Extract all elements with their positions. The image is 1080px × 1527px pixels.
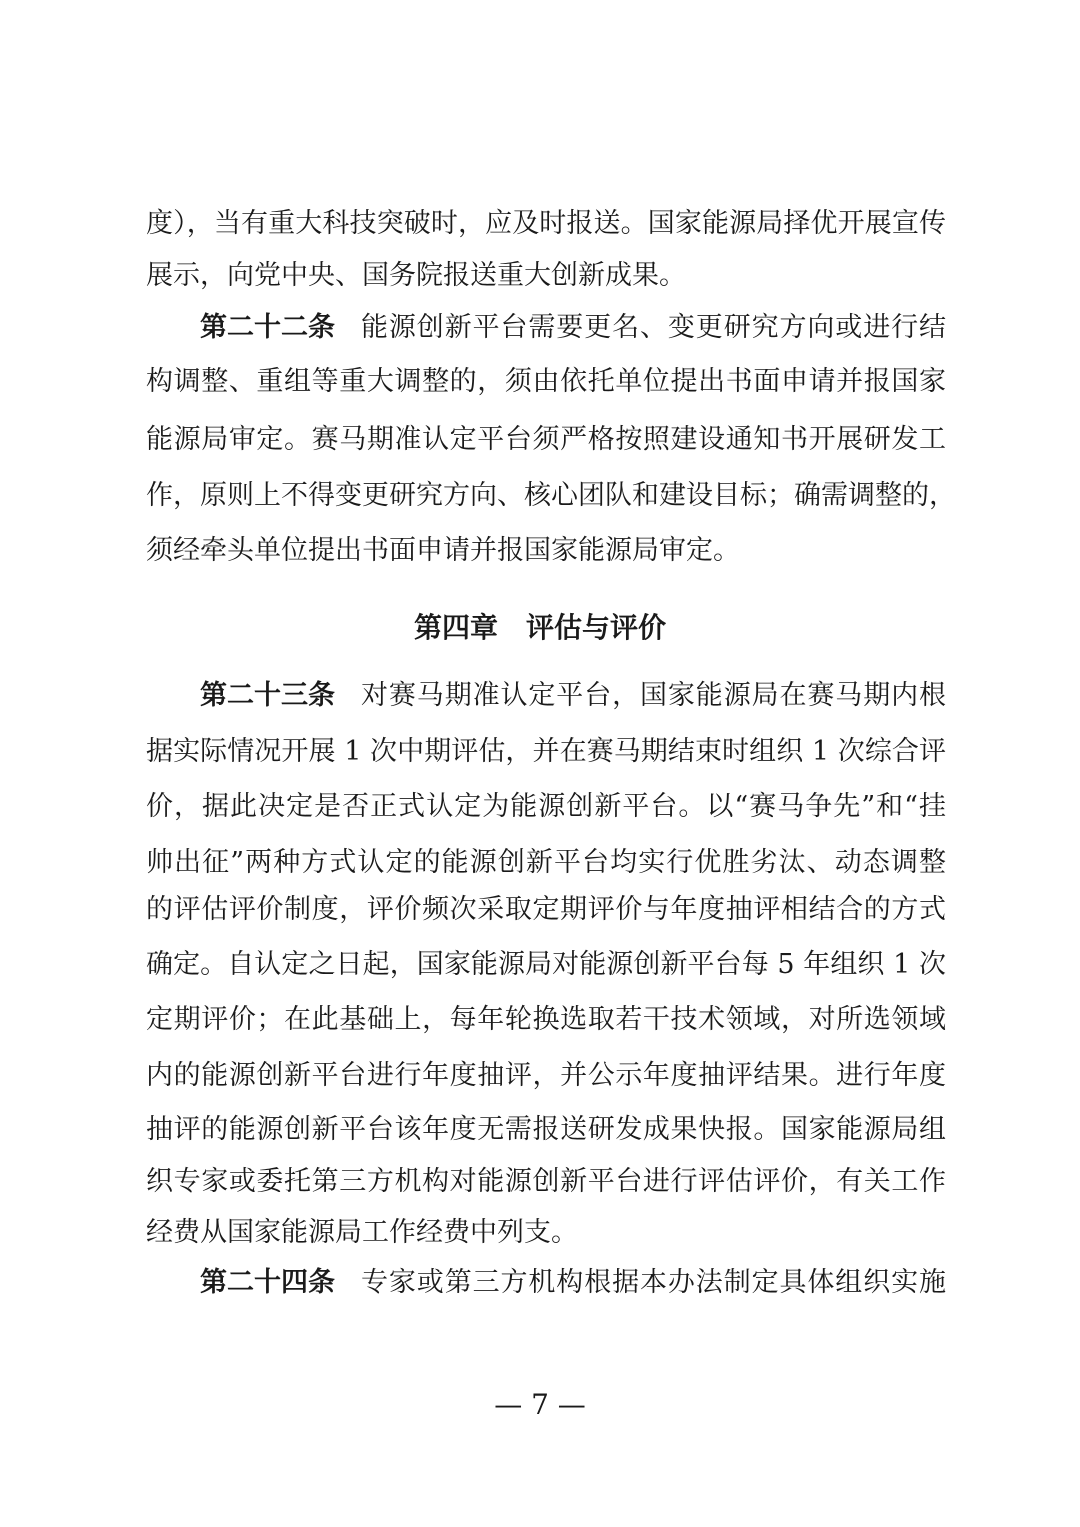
- article-23-label: 第二十三条: [200, 680, 335, 711]
- paragraph-line: 展示，向党中央、国务院报送重大创新成果。: [146, 260, 686, 291]
- article-24-text: 专家或第三方机构根据本办法制定具体组织实施: [361, 1267, 946, 1298]
- paragraph-line: 作，原则上不得变更研究方向、核心团队和建设目标；确需调整的，: [146, 480, 956, 511]
- paragraph-line: 构调整、重组等重大调整的，须由依托单位提出书面申请并报国家: [146, 366, 946, 397]
- article-23-text: 对赛马期准认定平台，国家能源局在赛马期内根: [361, 680, 946, 711]
- article-23-first-line: [200, 676, 946, 716]
- paragraph-line: 织专家或委托第三方机构对能源创新平台进行评估评价，有关工作: [146, 1166, 946, 1197]
- article-24-label: 第二十四条: [200, 1267, 335, 1298]
- paragraph-line: 抽评的能源创新平台该年度无需报送研发成果快报。国家能源局组: [146, 1114, 946, 1145]
- paragraph-line: 度），当有重大科技突破时，应及时报送。国家能源局择优开展宣传: [146, 208, 946, 239]
- paragraph-line: 据实际情况开展 1 次中期评估，并在赛马期结束时组织 1 次综合评: [146, 736, 946, 767]
- page-number: — 7 —: [494, 1388, 586, 1421]
- article-22-label: 第二十二条: [200, 312, 335, 343]
- chapter-title: 第四章 评估与评价: [413, 611, 666, 644]
- paragraph-line: 确定。自认定之日起，国家能源局对能源创新平台每 5 年组织 1 次: [146, 949, 946, 980]
- paragraph-line: 帅出征”两种方式认定的能源创新平台均实行优胜劣汰、动态调整: [146, 847, 946, 878]
- paragraph-line: 定期评价；在此基础上，每年轮换选取若干技术领域，对所选领域: [146, 1004, 946, 1035]
- paragraph-line: 能源局审定。赛马期准认定平台须严格按照建设通知书开展研发工: [146, 424, 946, 455]
- article-22-first-line: [200, 308, 946, 348]
- article-24-first-line: [200, 1263, 946, 1303]
- paragraph-line: 须经牵头单位提出书面申请并报国家能源局审定。: [146, 535, 740, 566]
- article-22-text: 能源创新平台需要更名、变更研究方向或进行结: [361, 312, 946, 343]
- paragraph-line: 的评估评价制度，评价频次采取定期评价与年度抽评相结合的方式: [146, 894, 946, 925]
- paragraph-line: 价，据此决定是否正式认定为能源创新平台。以“赛马争先”和“挂: [146, 791, 946, 822]
- paragraph-line: 内的能源创新平台进行年度抽评，并公示年度抽评结果。进行年度: [146, 1060, 946, 1091]
- paragraph-line: 经费从国家能源局工作经费中列支。: [146, 1217, 578, 1248]
